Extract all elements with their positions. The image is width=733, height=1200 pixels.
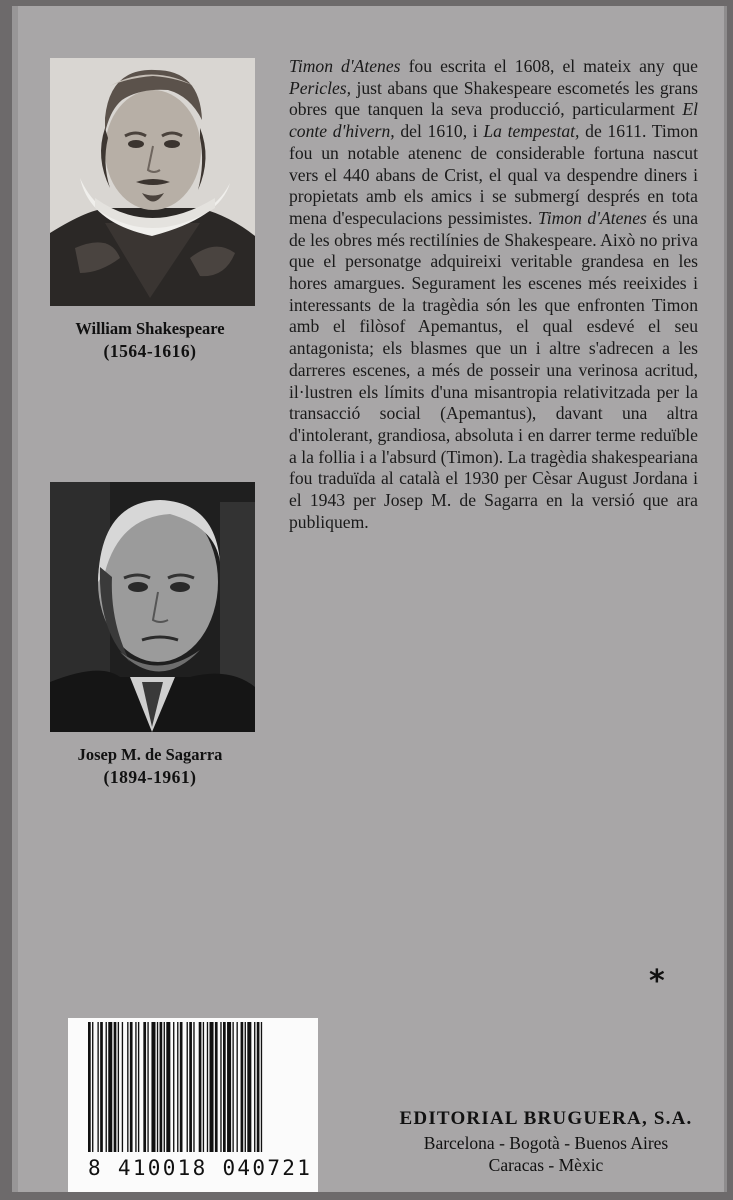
- italic-title: La tempestat,: [483, 121, 580, 142]
- barcode-bar: [254, 1022, 255, 1152]
- publisher-name: EDITORIAL BRUGUERA, S.A.: [399, 1108, 693, 1129]
- barcode-number: 8 410018 040721: [88, 1156, 313, 1180]
- barcode-bar: [215, 1022, 218, 1152]
- barcode-bar: [193, 1022, 194, 1152]
- barcode-bar: [166, 1022, 170, 1152]
- barcode-bar: [100, 1022, 103, 1152]
- barcode-bar: [203, 1022, 204, 1152]
- barcode-bar: [106, 1022, 107, 1152]
- barcode-bar: [245, 1022, 246, 1152]
- text-run: fou escrita el 1608, el mateix any que: [400, 56, 698, 76]
- publisher-cities-line2: Caracas - Mèxic: [488, 1155, 604, 1175]
- translator-dates: (1894-1961): [103, 767, 197, 787]
- barcode-bar: [261, 1022, 262, 1152]
- barcode-bar: [232, 1022, 233, 1152]
- barcode-bar: [108, 1022, 112, 1152]
- barcode-bar: [143, 1022, 146, 1152]
- barcode-bar: [97, 1022, 98, 1152]
- italic-title: Pericles,: [289, 77, 352, 98]
- barcode-bar: [173, 1022, 174, 1152]
- barcode-bar: [187, 1022, 188, 1152]
- barcode-bar: [207, 1022, 208, 1152]
- asterisk-mark: *: [649, 964, 665, 999]
- barcode-bar: [130, 1022, 133, 1152]
- book-description: [289, 56, 698, 533]
- barcode-bar: [160, 1022, 163, 1152]
- barcode-bar: [147, 1022, 148, 1152]
- translator-name: Josep M. de Sagarra: [77, 745, 223, 764]
- barcode-bar: [189, 1022, 192, 1152]
- shakespeare-portrait-icon: [50, 58, 255, 306]
- publisher-cities-line1: Barcelona - Bogotà - Buenos Aires: [423, 1133, 669, 1153]
- text-run: just abans que Shakespeare escometés les grans obres que tanquen la seva producció, particularment: [289, 77, 698, 120]
- sagarra-portrait: [50, 482, 255, 732]
- publisher-block: [312, 1106, 727, 1176]
- barcode-bar: [127, 1022, 128, 1152]
- barcode-bar: [220, 1022, 221, 1152]
- barcode-bar: [257, 1022, 260, 1152]
- italic-title: Timon d'Atenes: [537, 207, 647, 228]
- shakespeare-caption: [20, 318, 280, 362]
- text-run: és una de les obres més rectilínies de Shakespeare. Això no priva que el personatge adquireixi veritable grandesa en les hores amargues. Segurament les escenes més reeixides i interessants de la tragèdia són les que enfronten Timon amb el filòsof Apemantus, el qual esdevé el seu antagonista; els blasmes que un i altre s'adrecen a les darreres escenes, a més de posseir una verinosa acritud, il·lustren els límits d'una misantropia relativitzada per la transacció social (Apemantus), davant una altra d'intolerant, grandiosa, absoluta i en darrer terme reduïble a la follia i a l'absurd (Timon). La tragèdia shakespeariana fou traduïda al català el 1930 per Cèsar August Jordana i el 1943 per Josep M. de Sagarra en la versió que ara publiquem.: [289, 207, 699, 532]
- barcode-bar: [199, 1022, 202, 1152]
- barcode-bar: [118, 1022, 119, 1152]
- italic-title: El conte d'hivern,: [289, 99, 698, 142]
- barcode-bar: [122, 1022, 123, 1152]
- barcode-bar: [237, 1022, 238, 1152]
- barcode-bar: [180, 1022, 183, 1152]
- italic-title: Timon d'Atenes: [289, 56, 401, 76]
- barcode-bar: [247, 1022, 251, 1152]
- barcode-bar: [223, 1022, 226, 1152]
- barcode-bar: [227, 1022, 231, 1152]
- barcode-bar: [164, 1022, 165, 1152]
- barcode-bar: [114, 1022, 117, 1152]
- text-run: de 1611. Timon fou un notable atenenc de considerable fortuna nascut vers el 440 abans de Crist, el qual va despendre diners i propietats amb els amics i se submergí després en tota mena d'especulacions pessimistes.: [289, 121, 699, 228]
- spine-edge: [12, 6, 18, 1192]
- author-name: William Shakespeare: [75, 319, 225, 338]
- shakespeare-portrait: [50, 58, 255, 306]
- barcode-bar: [177, 1022, 178, 1152]
- sagarra-portrait-icon: [50, 482, 255, 732]
- barcode: [68, 1018, 318, 1192]
- author-dates: (1564-1616): [103, 341, 197, 361]
- barcode-bars: [68, 1018, 318, 1156]
- barcode-bar: [92, 1022, 93, 1152]
- sagarra-caption: [20, 744, 280, 788]
- barcode-bar: [210, 1022, 214, 1152]
- text-run: del 1610, i: [394, 121, 484, 142]
- book-back-cover: [12, 6, 727, 1192]
- barcode-bar: [135, 1022, 136, 1152]
- barcode-bar: [241, 1022, 244, 1152]
- barcode-bar: [151, 1022, 155, 1152]
- barcode-bar: [138, 1022, 139, 1152]
- barcode-bar: [88, 1022, 91, 1152]
- barcode-bar: [157, 1022, 158, 1152]
